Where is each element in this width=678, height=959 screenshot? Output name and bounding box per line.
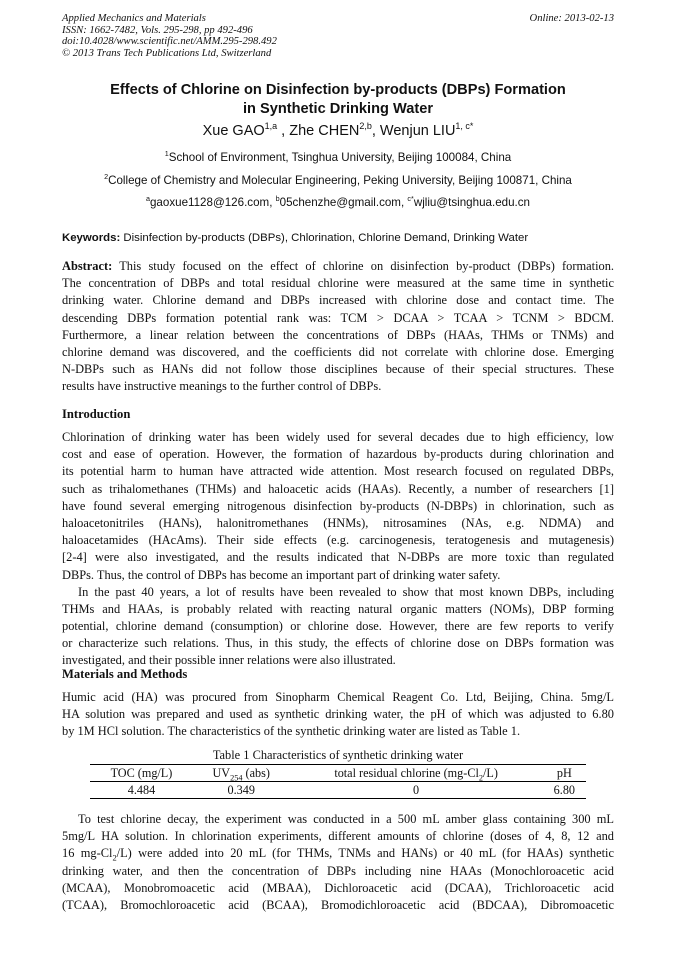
- table-header-row: [90, 765, 586, 782]
- paragraph-line: (MCAA), Monobromoacetic acid (MBAA), Dichloroacetic acid (DCAA), Trichloroacetic acid: [62, 880, 614, 895]
- methods-body: [62, 689, 614, 741]
- abstract-line-text: This study focused on the effect of chlorine on disinfection by-product (DBPs) formation.: [112, 259, 614, 273]
- col-header-toc: TOC (mg/L): [110, 766, 173, 780]
- doi-line: doi:10.4028/www.scientific.net/AMM.295-298.492: [62, 36, 277, 48]
- abstract-line: drinking water. Chlorine demand and DBPs increased with chlorine dose and contact time. The: [62, 293, 614, 308]
- chlorine-test-paragraph: [62, 811, 614, 914]
- email-address: gaoxue1128@126.com,: [149, 196, 276, 209]
- online-date: Online: 2013-02-13: [529, 13, 614, 24]
- email-address: 05chenzhe@gmail.com,: [279, 196, 408, 209]
- author-name: Xue GAO: [202, 123, 265, 139]
- author-name: Zhe CHEN: [289, 123, 360, 139]
- paragraph-line: haloacetonitriles (HANs), halonitromethanes (HNMs), nitrosamines (NAs, e.g. NDMA) and: [62, 515, 614, 530]
- email-list: [62, 196, 614, 210]
- keywords-text: Disinfection by-products (DBPs), Chlorination, Chlorine Demand, Drinking Water: [120, 232, 529, 244]
- copyright-line: © 2013 Trans Tech Publications Ltd, Switzerland: [62, 47, 272, 59]
- chlorine-subscript: 2: [112, 852, 117, 863]
- cell-chlorine: 0: [413, 783, 420, 797]
- affiliation-text: School of Environment, Tsinghua University, Beijing 100084, China: [168, 151, 512, 164]
- paragraph-line: haloacetamides (HAcAms). Their side effects (e.g. carcinogenesis, teratogenesis and mutagenesis): [62, 533, 614, 548]
- email-mark: b: [275, 194, 280, 204]
- author-affil-mark: 1,a: [264, 121, 278, 132]
- abstract-line: descending DBPs formation potential rank was: TCM > DCAA > TCAA > TCNM > BDCM.: [62, 310, 614, 325]
- email-mark: c*: [407, 194, 414, 204]
- col-header-ph: pH: [556, 766, 572, 780]
- abstract-line: chlorine demand was discovered, and the coefficients did not correlate with chlorine dose. Emerging: [62, 344, 614, 359]
- line-text: 16 mg-Cl: [62, 846, 113, 861]
- cell-ph: 6.80: [553, 783, 575, 797]
- abstract-line: [62, 258, 614, 275]
- email-address: wjliu@tsinghua.edu.cn: [413, 196, 531, 209]
- paragraph-line: cost and ease of operation. However, the formation of hazardous by-products during chlorination and: [62, 447, 614, 462]
- cell-toc: 4.484: [127, 783, 156, 797]
- author-separator: ,: [277, 123, 290, 139]
- table-caption: Table 1 Characteristics of synthetic drinking water: [212, 748, 464, 762]
- author-affil-mark: 1, c*: [455, 121, 474, 132]
- abstract: [62, 258, 614, 396]
- author-affil-mark: 2,b: [359, 121, 372, 132]
- uv-label: UV: [212, 766, 231, 780]
- uv-wavelength: 254: [230, 773, 243, 783]
- abstract-line: results have instructive meanings to the further control of DBPs.: [62, 379, 382, 394]
- journal-name: Applied Mechanics and Materials: [62, 13, 206, 24]
- affiliation-mark: 2: [104, 172, 109, 182]
- methods-heading: Materials and Methods: [62, 667, 188, 681]
- chlorine-unit: /L): [482, 766, 498, 780]
- paragraph-line: (TCAA), Bromochloroacetic acid (BCAA), Bromodichloroacetic acid (BDCAA), Dibromoacetic: [62, 897, 614, 912]
- affiliation-text: College of Chemistry and Molecular Engineering, Peking University, Beijing 100871, China: [108, 174, 572, 187]
- issn-line: ISSN: 1662-7482, Vols. 295-298, pp 492-496: [62, 24, 253, 36]
- paragraph-line: drinking water, and then the concentration of DBPs including nine HAAs (Monochloroacetic acid: [62, 863, 614, 878]
- abstract-label: Abstract:: [62, 259, 113, 273]
- paragraph-line: investigated, and their possible inner relations were also illustrated.: [62, 653, 396, 668]
- paragraph-line: such as trihalomethanes (THMs) and haloacetic acids (HAAs). Recently, a number of researchers [1]: [62, 481, 614, 496]
- paragraph-line: have found several emerging nitrogenous disinfection by-products (N-DBPs) in chlorination, such as: [62, 498, 614, 513]
- paragraph-line: 5mg/L HA solution. In chlorination experiments, different amounts of chlorine (doses of 4, 8, 12 and: [62, 829, 614, 844]
- paragraph-line: potential, chlorine demand (consumption) or chlorine dose. However, there are few reports to verify: [62, 619, 614, 634]
- keywords: [62, 231, 614, 245]
- abstract-line: N-DBPs such as HANs did not follow those disciplines because of their special structures. These: [62, 362, 614, 377]
- cell-uv: 0.349: [227, 783, 255, 797]
- paragraph-line: DBPs. Thus, the control of DBPs has become an important part of drinking water safety.: [62, 567, 501, 582]
- abstract-line: The concentration of DBPs and total residual chlorine were measured at the same time in synthetic: [62, 276, 614, 291]
- col-header-chlorine: [290, 765, 543, 782]
- author-list: [62, 122, 614, 140]
- title-line-1: Effects of Chlorine on Disinfection by-products (DBPs) Formation: [110, 82, 566, 98]
- paragraph-line: [2-4] were also investigated, and the results indicated that N-DBPs are more toxic than regulated: [62, 550, 614, 565]
- affiliation-1: [62, 151, 614, 165]
- paragraph-line: In the past 40 years, a lot of results have been revealed to show that most known DBPs, including: [78, 584, 614, 599]
- col-header-uv: [193, 765, 290, 782]
- paragraph-line: Chlorination of drinking water has been widely used for several decades due to high efficiency, low: [62, 430, 614, 444]
- paragraph-line: or characterize such relations. Thus, in this study, the effects of chlorine dose on DBPs formation was: [62, 636, 614, 651]
- table-row: [90, 782, 586, 799]
- paragraph-line: Humic acid (HA) was procured from Sinopharm Chemical Reagent Co. Ltd, Beijing, China. 5mg/L: [62, 690, 614, 704]
- journal-header: [62, 13, 277, 59]
- author-name: Wenjun LIU: [379, 123, 456, 139]
- paragraph-line: HA solution was prepared and used as synthetic drinking water, the pH of which was adjusted to 6.80: [62, 707, 614, 722]
- paragraph-line: [62, 845, 614, 862]
- line-text: /L) were added into 20 mL (for THMs, TNMs and HANs) or 40 mL (for HAAs) synthetic: [116, 846, 614, 861]
- paragraph-line: its potential harm to human have attracted wide attention. Most research focused on regulated DBPs,: [62, 464, 614, 479]
- email-mark: a: [145, 194, 150, 204]
- abstract-line: Furthermore, a linear relation between the concentrations of DBPs (HAAs, THMs or TNMs) and: [62, 327, 614, 342]
- uv-unit: (abs): [242, 766, 270, 780]
- keywords-label: Keywords:: [62, 232, 121, 244]
- affiliation-mark: 1: [164, 149, 169, 159]
- paper-title: [62, 81, 614, 119]
- affiliation-2: [62, 174, 614, 188]
- chlorine-label: total residual chlorine (mg-Cl: [334, 766, 479, 780]
- introduction-body: [62, 429, 614, 670]
- paragraph-line: To test chlorine decay, the experiment was conducted in a 500 mL amber glass containing 300 mL: [78, 812, 614, 826]
- title-line-2: in Synthetic Drinking Water: [242, 101, 433, 117]
- characteristics-table: [90, 764, 586, 799]
- paragraph-line: THMs and HAAs, is probably related with reacting natural organic matters (NOMs), DBP forming: [62, 601, 614, 616]
- author-separator: ,: [371, 123, 380, 139]
- introduction-heading: Introduction: [62, 407, 131, 421]
- paragraph-line: by 1M HCl solution. The characteristics of the synthetic drinking water are listed as Table 1.: [62, 724, 521, 739]
- chlorine-subscript: 2: [478, 773, 483, 783]
